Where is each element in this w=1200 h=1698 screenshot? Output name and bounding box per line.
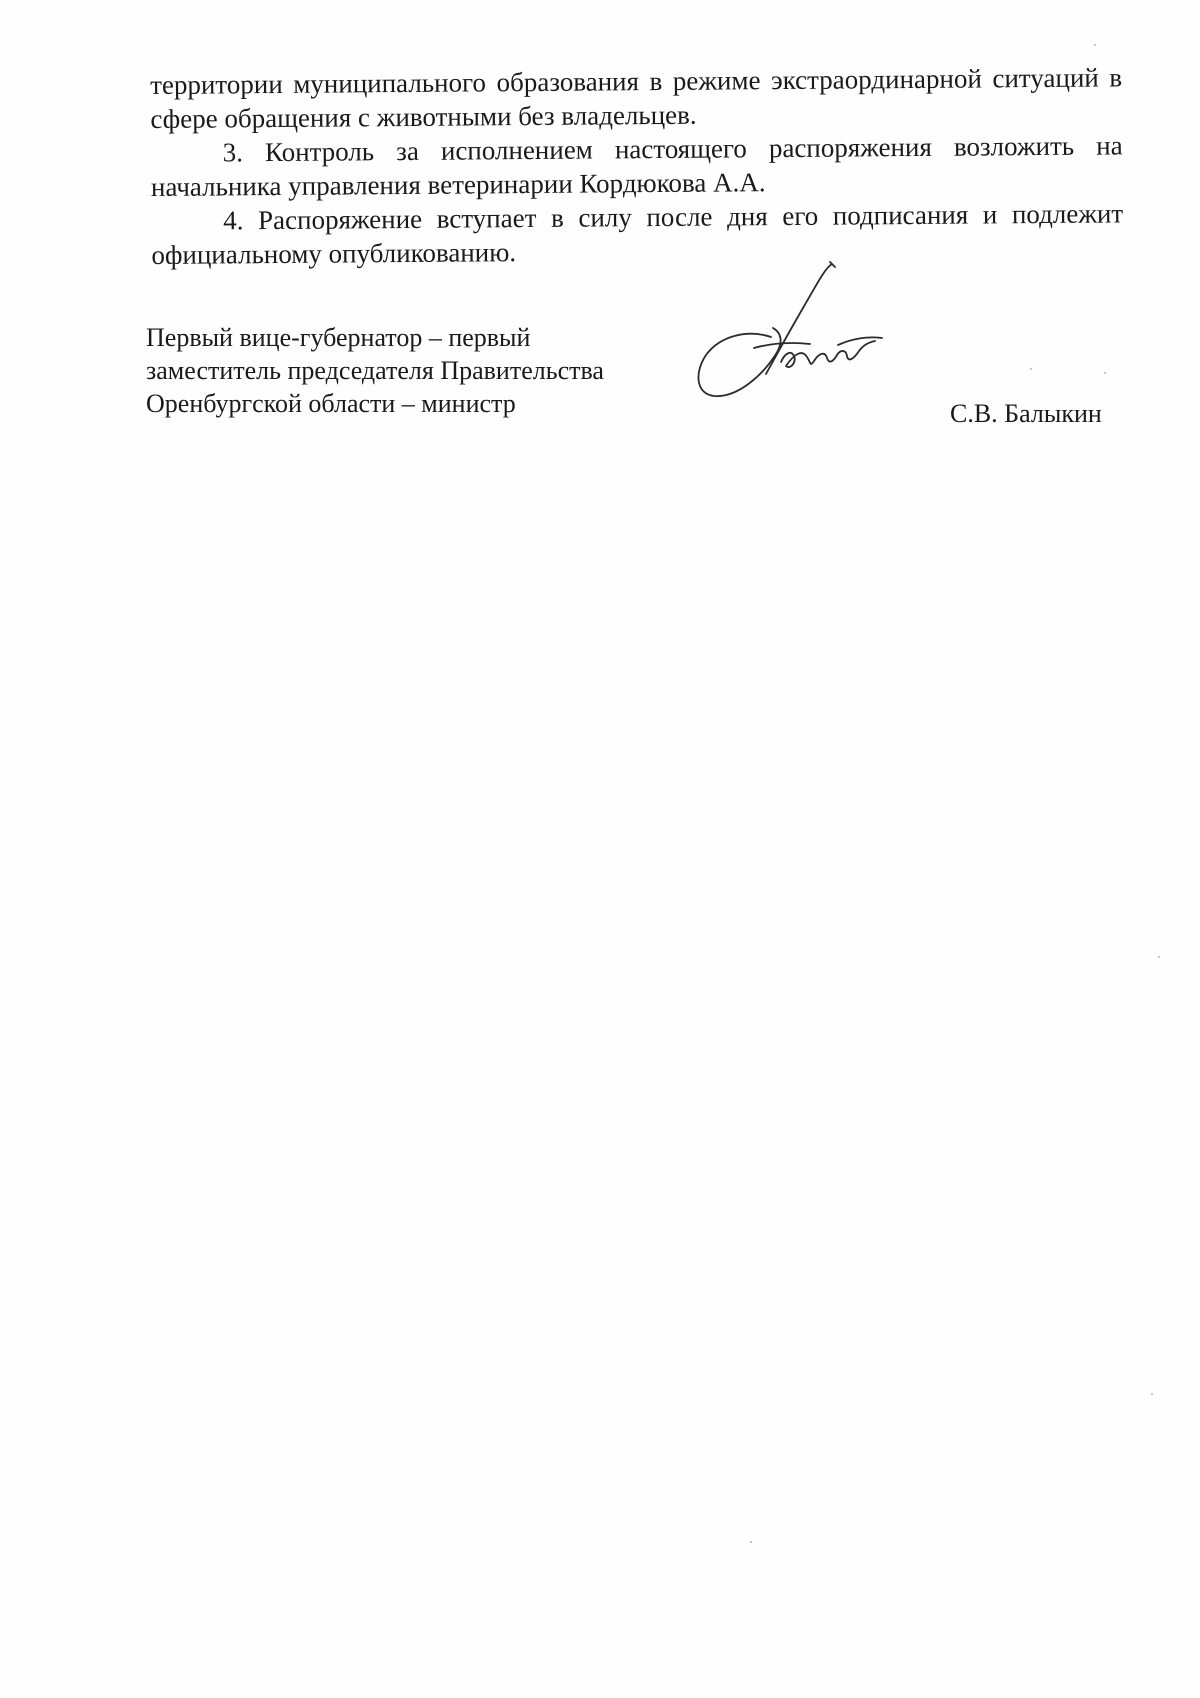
paragraph-3: 3. Контроль за исполнением настоящего распоряжения возложить на начальника управления ветеринарии Кордюкова А.А. <box>150 130 1123 202</box>
scan-speck <box>1094 44 1096 46</box>
signature-stroke-loop <box>698 328 780 396</box>
document-body <box>150 60 1124 272</box>
position-line-3: Оренбургской области – министр <box>146 389 516 418</box>
position-line-1: Первый вице-губернатор – первый <box>146 323 531 352</box>
paragraph-continuation: территории муниципального образования в режиме экстраординарной ситуаций в сфере обращения с животными без владельцев. <box>150 62 1123 134</box>
position-line-2: заместитель председателя Правительства <box>146 356 604 385</box>
scan-speck <box>1030 368 1032 370</box>
signature-stroke-letters <box>781 341 875 367</box>
handwritten-signature <box>684 258 894 408</box>
signer-name: С.В. Балыкин <box>950 399 1102 428</box>
paragraph-4: 4. Распоряжение вступает в силу после дня его подписания и подлежит официальному опубликованию. <box>151 198 1124 270</box>
scan-speck <box>1104 372 1106 374</box>
scan-speck <box>750 1541 752 1543</box>
scan-speck <box>1158 956 1160 958</box>
signature-stroke-tail <box>766 264 832 374</box>
signatory-position <box>146 321 666 420</box>
scan-speck <box>1151 1393 1153 1395</box>
